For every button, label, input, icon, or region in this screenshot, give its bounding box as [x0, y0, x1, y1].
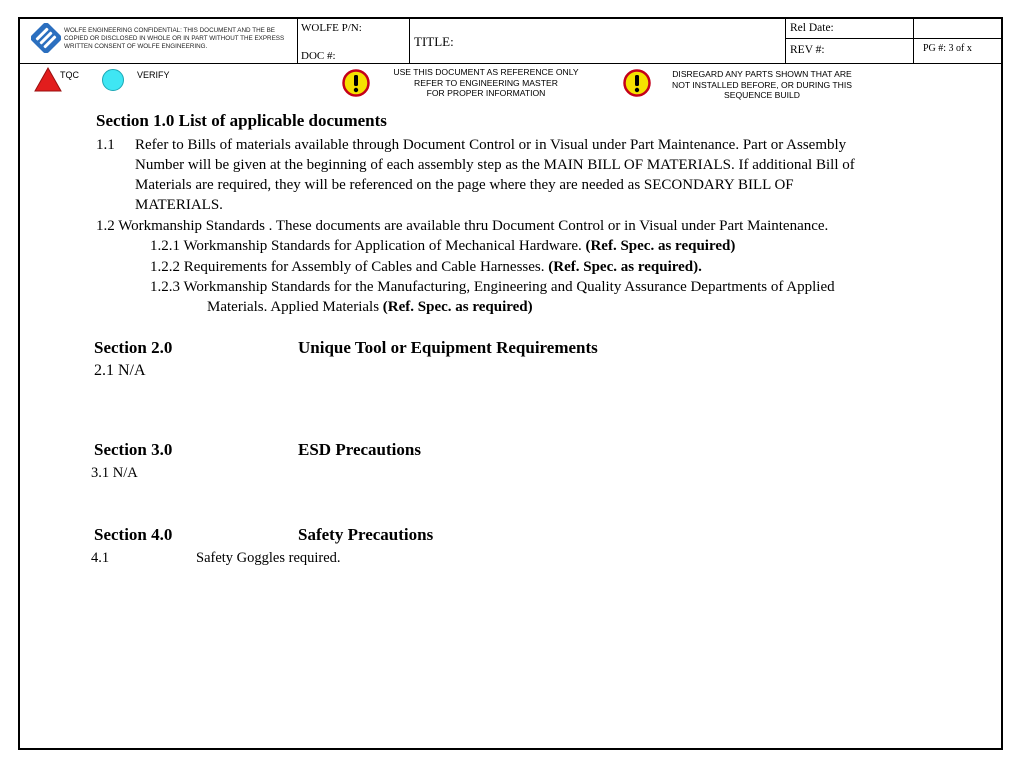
page-label: PG #: 3 of x — [923, 43, 972, 54]
verify-circle-icon — [102, 69, 124, 91]
item-1-2-1: 1.2.1 Workmanship Standards for Application of Mechanical Hardware. (Ref. Spec. as required) — [150, 238, 736, 254]
item-1-1-line: Refer to Bills of materials available through Document Control or in Visual under Part Maintenance. Part or Assembly — [135, 137, 847, 153]
section-2-label: Section 2.0 — [94, 338, 173, 357]
document-frame — [18, 17, 1003, 750]
item-1-2-2: 1.2.2 Requirements for Assembly of Cables and Cable Harnesses. (Ref. Spec. as required). — [150, 259, 702, 275]
item-1-1-number: 1.1 — [96, 137, 115, 153]
header-logo-cell — [20, 19, 298, 63]
section-2-item: 2.1 N/A — [94, 362, 146, 379]
section-4-label: Section 4.0 — [94, 525, 173, 544]
legend-row — [20, 63, 1001, 111]
part-number-label: WOLFE P/N: — [301, 22, 362, 34]
section-3-item: 3.1 N/A — [91, 465, 138, 481]
item-1-2-3: 1.2.3 Workmanship Standards for the Manufacturing, Engineering and Quality Assurance Departments of Applied — [150, 279, 835, 295]
rev-label: REV #: — [790, 44, 825, 56]
title-cell — [410, 19, 786, 63]
item-1-1-line: MATERIALS. — [135, 197, 223, 213]
page-cell — [914, 39, 1001, 63]
rel-date-value-cell — [914, 19, 1001, 39]
tqc-triangle-icon — [34, 67, 62, 92]
reference-only-note: USE THIS DOCUMENT AS REFERENCE ONLY REFER TO ENGINEERING MASTER FOR PROPER INFORMATION — [393, 67, 579, 98]
section-3-label: Section 3.0 — [94, 440, 173, 459]
tqc-label: TQC — [60, 70, 79, 80]
item-1-1-line: Number will be given at the beginning of each assembly step as the MAIN BILL OF MATERIALS. If additional Bill of — [135, 157, 855, 173]
doc-number-label: DOC #: — [301, 50, 336, 62]
item-1-2: 1.2 Workmanship Standards . These documents are available thru Document Control or in Visual under Part Maintenance. — [96, 218, 829, 234]
section-4-item-number: 4.1 — [91, 550, 110, 566]
verify-label: VERIFY — [137, 70, 170, 80]
rel-date-label: Rel Date: — [790, 22, 834, 34]
wolfe-logo-icon — [31, 23, 61, 53]
section-3-title: ESD Precautions — [298, 440, 421, 459]
disregard-parts-note: DISREGARD ANY PARTS SHOWN THAT ARE NOT INSTALLED BEFORE, OR DURING THIS SEQUENCE BUILD — [671, 69, 853, 100]
section-1-heading: Section 1.0 List of applicable documents — [96, 111, 387, 130]
title-label: TITLE: — [414, 34, 454, 49]
confidential-notice: WOLFE ENGINEERING CONFIDENTIAL: THIS DOCUMENT AND THE BE COPIED OR DISCLOSED IN WHOLE OR IN PART WITHOUT THE EXPRESS WRITTEN CONSENT OF WOLFE ENGINEERING. — [64, 27, 285, 50]
item-1-2-3-continued: Materials. Applied Materials (Ref. Spec. as required) — [207, 299, 533, 315]
item-1-1-line: Materials are required, they will be referenced on the page where they are needed as SECONDARY BILL OF — [135, 177, 794, 193]
section-4-item-text: Safety Goggles required. — [196, 550, 341, 566]
header-table — [20, 19, 1001, 64]
section-4-title: Safety Precautions — [298, 525, 434, 544]
part-number-cell — [298, 19, 410, 63]
section-2-title: Unique Tool or Equipment Requirements — [298, 338, 598, 357]
rel-date-cell — [786, 19, 914, 39]
rev-cell — [786, 39, 914, 63]
